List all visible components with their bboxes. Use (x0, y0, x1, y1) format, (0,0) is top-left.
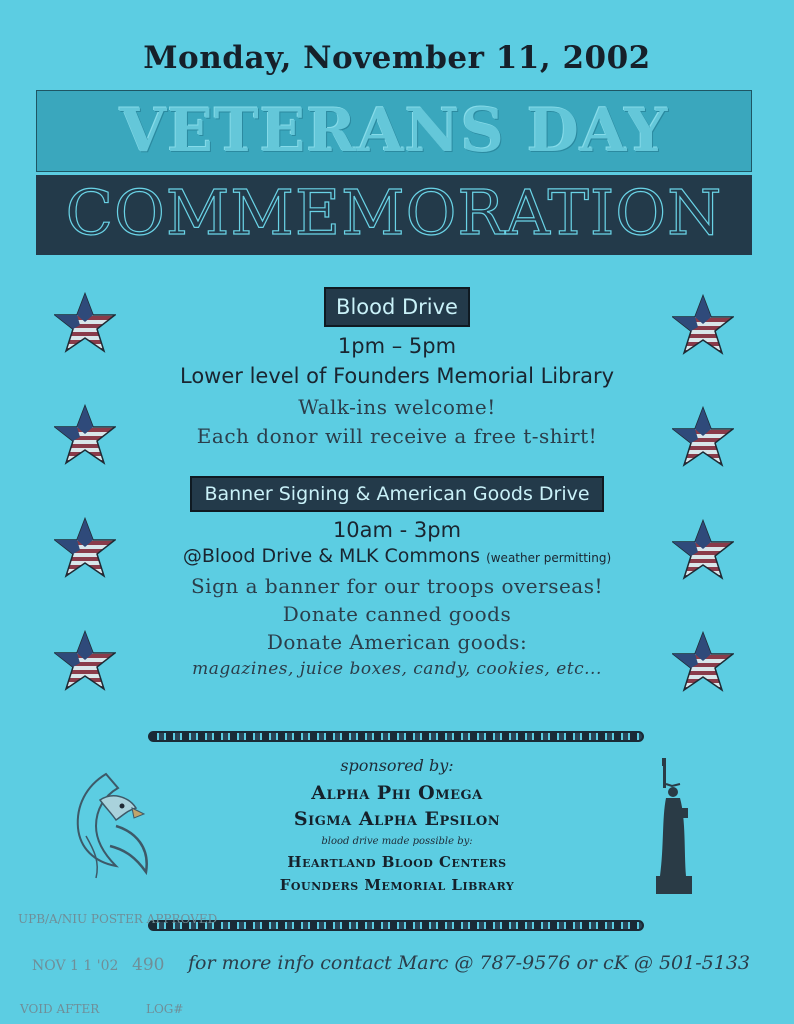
contact-info: for more info contact Marc @ 787-9576 or cK @ 501-5133 (188, 952, 751, 974)
banner-drive-sign: Sign a banner for our troops overseas! (190, 574, 604, 598)
banner-drive-canned: Donate canned goods (282, 602, 512, 626)
banner-drive-heading-wrap (0, 476, 794, 512)
banner-drive-heading: Banner Signing & American Goods Drive (190, 476, 603, 512)
banner-drive-location: @Blood Drive & MLK Commons (182, 545, 481, 567)
banner-drive-location-line (0, 545, 794, 567)
stamp-date: NOV 1 1 '02 (32, 958, 119, 974)
event-date: Monday, November 11, 2002 (143, 40, 651, 76)
sponsor-sigma-alpha-epsilon: Sigma Alpha Epsilon (293, 808, 501, 830)
stamp-void-after: VOID AFTER (20, 1002, 100, 1016)
blood-drive-tshirt: Each donor will receive a free t-shirt! (196, 424, 598, 448)
banner-drive-american: Donate American goods: (266, 630, 528, 654)
chain-divider (148, 920, 644, 931)
sponsor-alpha-phi-omega: Alpha Phi Omega (311, 782, 483, 804)
title-veterans-day: VETERANS DAY (119, 96, 669, 166)
blood-drive-time: 1pm – 5pm (337, 334, 457, 358)
blood-drive-walkins: Walk-ins welcome! (298, 395, 496, 419)
sponsored-by-label: sponsored by: (340, 756, 454, 775)
blood-drive-note: blood drive made possible by: (321, 836, 473, 847)
sponsor-heartland: Heartland Blood Centers (287, 853, 507, 871)
chain-divider (148, 731, 644, 742)
blood-drive-heading: Blood Drive (324, 287, 470, 327)
blood-drive-heading-wrap (0, 287, 794, 327)
stamp-number: 490 (132, 955, 165, 975)
title-commemoration: COMMEMORATION (65, 176, 723, 249)
banner-drive-time: 10am - 3pm (332, 518, 462, 542)
stamp-log: LOG# (146, 1002, 184, 1016)
weather-note: (weather permitting) (486, 551, 612, 565)
sponsor-founders-library: Founders Memorial Library (279, 876, 515, 894)
banner-drive-items: magazines, juice boxes, candy, cookies, etc... (192, 659, 602, 679)
blood-drive-location: Lower level of Founders Memorial Library (179, 364, 615, 388)
approval-stamp: UPB/A/NIU POSTER APPROVED (18, 912, 218, 926)
